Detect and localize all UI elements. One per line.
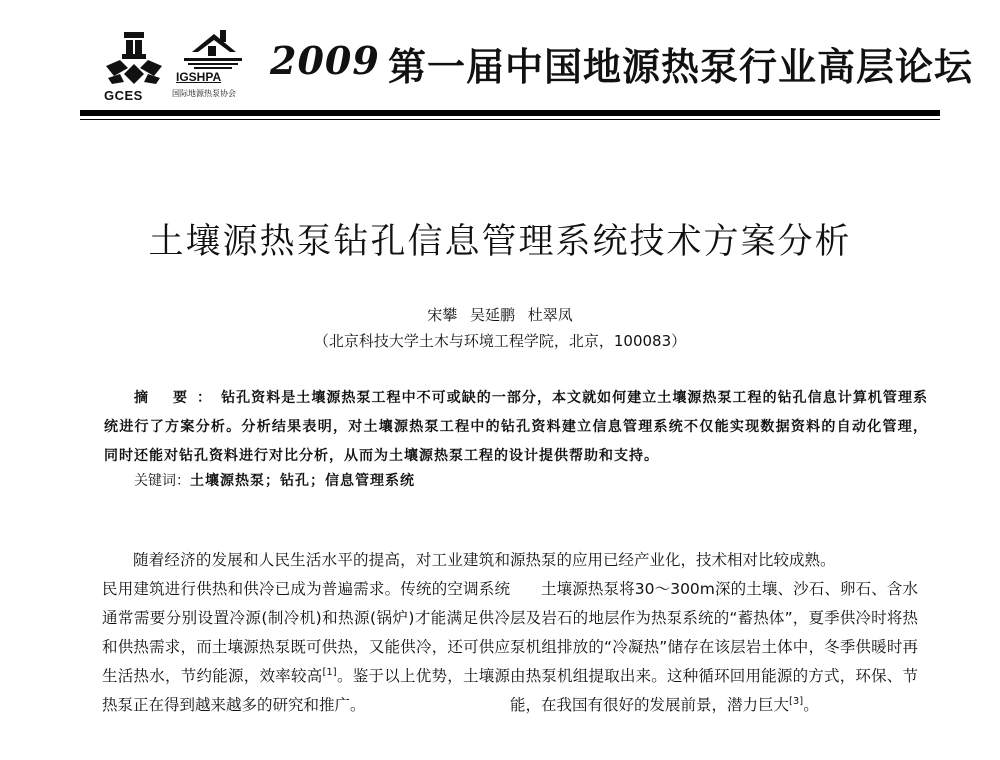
igshpa-logo [170, 26, 256, 104]
gces-emblem-icon [102, 30, 166, 86]
paragraph-text: 土壤源热泵将30～300m深的土壤、沙石、卵石、含水层及岩石的地层作为热泵系统的“蓄热体”，夏季供冷时将热泵机组排放的“冷凝热”储存在该层岩土体中，冬季供暖时再由热泵机组提取出来。这种循环回用能源的方式，环保、节能，在我国有很好的发展前景，潜力巨大 [510, 580, 918, 714]
body-paragraph: 源热泵的应用已经产业化，技术相对比较成熟。 [510, 551, 836, 569]
igshpa-house-icon [170, 26, 256, 70]
page-header [0, 0, 1000, 118]
gces-label: GCES [104, 88, 143, 103]
conference-year: 2009 [270, 38, 380, 83]
keywords-text: 土壤源热泵；钻孔；信息管理系统 [190, 473, 415, 489]
body-column-right [510, 546, 918, 720]
keywords [134, 470, 415, 490]
citation-ref: [1] [322, 666, 337, 678]
paragraph-text: 。鉴于以上优势，土壤源热泵正在得到越来越多的研究和推广。 [102, 667, 510, 714]
paper-authors: 宋攀 吴延鹏 杜翠凤 [427, 306, 573, 324]
body-paragraph [102, 546, 510, 720]
paper-title: 土壤源热泵钻孔信息管理系统技术方案分析 [148, 222, 852, 262]
abstract-label: 摘 要： [134, 390, 222, 406]
header-rule-thick [80, 110, 940, 116]
abstract [104, 384, 928, 471]
paper-affiliation: （北京科技大学土木与环境工程学院，北京，100083） [313, 332, 687, 350]
body-column-left [102, 546, 510, 720]
body-paragraph [510, 575, 918, 720]
citation-ref: [3] [789, 695, 804, 707]
paragraph-text: 随着经济的发展和人民生活水平的提高，对工业建筑和民用建筑进行供热和供冷已成为普遍需求。传统的空调系统通常需要分别设置冷源(制冷机)和热源(锅炉)才能满足供冷和供热需求，而土壤源热泵既可供热，又能供冷，还可供应生活热水，节约能源，效率较高 [102, 551, 510, 685]
igshpa-subtitle: 国际地源热泵协会 [172, 89, 236, 98]
keywords-label: 关键词： [134, 473, 190, 489]
abstract-text: 钻孔资料是土壤源热泵工程中不可或缺的一部分，本文就如何建立土壤源热泵工程的钻孔信息计算机管理系统进行了方案分析。分析结果表明，对土壤源热泵工程中的钻孔资料建立信息管理系统不仅能实现数据资料的自动化管理，同时还能对钻孔资料进行对比分析，从而为土壤源热泵工程的设计提供帮助和支持。 [104, 390, 929, 464]
igshpa-label: IGSHPA [176, 70, 222, 84]
conference-title: 第一届中国地源热泵行业高层论坛 [388, 45, 974, 89]
gces-logo [102, 30, 166, 104]
header-rule-thin [80, 119, 940, 120]
paragraph-text: 。 [803, 696, 819, 714]
